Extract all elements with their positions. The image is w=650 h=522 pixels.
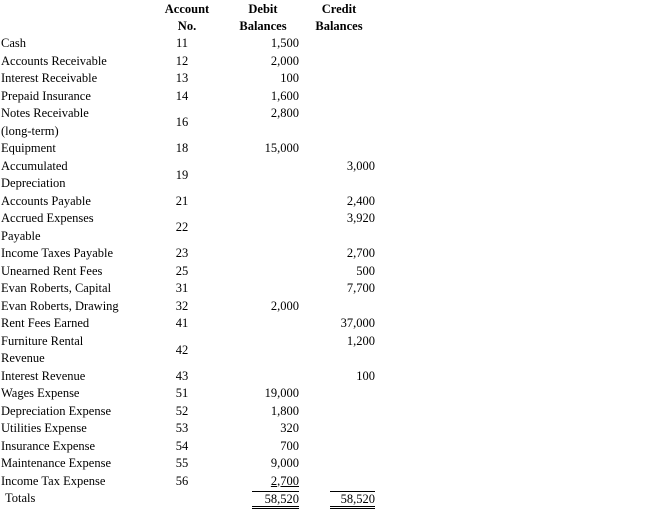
debit-balance: 15,000 xyxy=(264,141,299,155)
account-name: Evan Roberts, Drawing xyxy=(1,298,119,313)
table-row xyxy=(0,105,400,140)
header-debit-line2: Balances xyxy=(239,19,287,33)
account-number: 18 xyxy=(175,141,189,155)
account-name: Evan Roberts, Capital xyxy=(1,281,112,295)
debit-balance: 1,800 xyxy=(270,403,299,418)
debit-total: 58,520 xyxy=(252,491,299,509)
account-number: 19 xyxy=(175,167,189,182)
table-row xyxy=(0,140,400,158)
account-name: Insurance Expense xyxy=(1,438,96,453)
table-row xyxy=(0,193,400,211)
table-row xyxy=(0,403,400,421)
totals-row xyxy=(0,490,400,510)
table-row xyxy=(0,455,400,473)
account-name: Notes Receivable (long-term) xyxy=(1,106,89,138)
account-number: 54 xyxy=(175,438,189,453)
debit-balance: 320 xyxy=(280,421,299,435)
account-name: Equipment xyxy=(1,141,56,155)
debit-balance: 2,000 xyxy=(270,298,299,313)
totals-label: Totals xyxy=(5,491,36,505)
table-row xyxy=(0,385,400,403)
account-name: Unearned Rent Fees xyxy=(1,263,103,278)
credit-balance: 3,920 xyxy=(346,211,375,225)
account-number: 31 xyxy=(175,281,189,295)
table-row xyxy=(0,298,400,316)
account-name: Prepaid Insurance xyxy=(1,88,91,103)
debit-balance: 9,000 xyxy=(270,456,299,470)
account-rows xyxy=(0,35,400,510)
table-row xyxy=(0,473,400,491)
account-name: Accounts Payable xyxy=(1,193,91,208)
header-credit-line1: Credit xyxy=(321,2,357,16)
credit-total: 58,520 xyxy=(330,491,375,509)
credit-balance: 3,000 xyxy=(346,158,375,173)
account-number: 25 xyxy=(175,263,189,278)
credit-balance: 1,200 xyxy=(346,333,375,348)
account-name: Interest Receivable xyxy=(1,71,98,85)
table-row xyxy=(0,368,400,386)
account-number: 22 xyxy=(175,220,189,234)
debit-balance: 2,800 xyxy=(270,106,299,120)
account-name: Interest Revenue xyxy=(1,368,86,383)
header-credit-balances xyxy=(304,1,374,35)
table-row xyxy=(0,333,400,368)
debit-balance: 1,500 xyxy=(270,36,299,50)
account-name: Cash xyxy=(1,36,26,50)
account-number: 21 xyxy=(175,193,189,208)
account-name: Income Tax Expense xyxy=(1,473,106,488)
account-number: 42 xyxy=(175,342,189,357)
header-debit-line1: Debit xyxy=(248,2,278,16)
table-row xyxy=(0,88,400,106)
credit-balance: 100 xyxy=(356,368,375,383)
account-name: Accrued Expenses Payable xyxy=(1,211,94,243)
account-name: Maintenance Expense xyxy=(1,456,112,470)
header-account-no-line2: No. xyxy=(177,19,197,33)
account-name: Accumulated Depreciation xyxy=(1,158,68,190)
account-number: 14 xyxy=(175,88,189,103)
header-debit-balances xyxy=(228,1,298,35)
credit-balance: 7,700 xyxy=(346,281,375,295)
table-row xyxy=(0,438,400,456)
account-number: 53 xyxy=(175,421,189,435)
account-number: 12 xyxy=(175,53,189,68)
debit-balance: 2,000 xyxy=(270,53,299,68)
table-row xyxy=(0,420,400,438)
account-number: 13 xyxy=(175,71,189,85)
account-number: 32 xyxy=(175,298,189,313)
account-number: 55 xyxy=(175,456,189,470)
table-row xyxy=(0,263,400,281)
table-row xyxy=(0,280,400,298)
credit-balance: 2,700 xyxy=(346,246,375,260)
debit-balance: 1,600 xyxy=(270,88,299,103)
account-name: Wages Expense xyxy=(1,386,80,400)
debit-balance: 19,000 xyxy=(264,386,299,400)
account-number: 23 xyxy=(175,246,189,260)
account-number: 43 xyxy=(175,368,189,383)
header-credit-line2: Balances xyxy=(315,19,363,33)
account-name: Depreciation Expense xyxy=(1,403,112,418)
account-name: Accounts Receivable xyxy=(1,53,107,68)
header-account-no xyxy=(152,1,222,35)
credit-balance: 500 xyxy=(356,263,375,278)
credit-balance: 37,000 xyxy=(340,316,375,330)
account-number: 52 xyxy=(175,403,189,418)
table-row xyxy=(0,315,400,333)
table-row xyxy=(0,35,400,53)
debit-balance: 100 xyxy=(280,71,299,85)
account-number: 51 xyxy=(175,386,189,400)
account-number: 11 xyxy=(175,36,189,50)
debit-balance: 2,700 xyxy=(270,473,299,488)
header-account-no-line1: Account xyxy=(164,2,210,16)
table-row xyxy=(0,70,400,88)
debit-balance: 700 xyxy=(280,438,299,453)
table-row xyxy=(0,158,400,193)
account-number: 41 xyxy=(175,316,189,330)
account-name: Furniture Rental Revenue xyxy=(1,333,84,365)
account-name: Income Taxes Payable xyxy=(1,246,114,260)
table-row xyxy=(0,245,400,263)
account-name: Utilities Expense xyxy=(1,421,87,435)
account-name: Rent Fees Earned xyxy=(1,316,90,330)
table-row xyxy=(0,53,400,71)
table-row xyxy=(0,210,400,245)
account-number: 16 xyxy=(175,115,189,129)
account-number: 56 xyxy=(175,473,189,488)
credit-balance: 2,400 xyxy=(346,193,375,208)
